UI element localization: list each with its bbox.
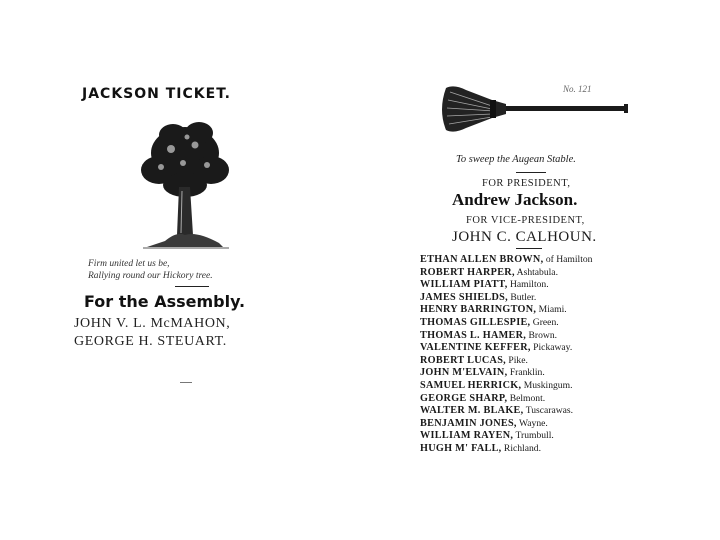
elector-entry	[420, 355, 660, 368]
elector-county: Richland.	[501, 442, 541, 454]
elector-entry	[420, 330, 660, 343]
hickory-tree-illustration	[125, 115, 245, 255]
tree-motto	[88, 258, 308, 282]
elector-entry	[420, 304, 660, 317]
elector-county: Ashtabula.	[514, 266, 558, 278]
elector-county: Muskingum.	[521, 379, 573, 391]
elector-name: ROBERT LUCAS,	[420, 354, 507, 366]
motto-line-2: Rallying round our Hickory tree.	[88, 271, 213, 281]
divider-dash	[180, 382, 192, 383]
elector-entry	[420, 418, 660, 431]
elector-county: Wayne.	[516, 417, 548, 429]
elector-county: Belmont.	[507, 392, 546, 404]
elector-county: Tuscarawas.	[523, 405, 574, 417]
assembly-candidate: GEORGE H. STEUART.	[74, 334, 227, 349]
elector-entry	[420, 317, 660, 330]
broom-caption: To sweep the Augean Stable.	[456, 154, 576, 165]
elector-name: THOMAS GILLESPIE,	[420, 316, 531, 328]
elector-name: HUGH M' FALL,	[420, 442, 502, 454]
elector-name: ROBERT HARPER,	[420, 266, 515, 278]
elector-county: Green.	[530, 316, 559, 328]
elector-county: Franklin.	[507, 367, 545, 379]
elector-entry	[420, 279, 660, 292]
elector-name: ETHAN ALLEN BROWN,	[420, 254, 544, 265]
president-label: FOR PRESIDENT,	[482, 178, 571, 189]
president-name: Andrew Jackson.	[452, 190, 578, 209]
ticket-number-mark: No. 121	[563, 84, 592, 94]
divider-rule	[516, 172, 546, 173]
elector-name: JAMES SHIELDS,	[420, 291, 508, 303]
elector-entry	[420, 405, 660, 418]
elector-county: Miami.	[536, 304, 567, 316]
elector-entry	[420, 380, 660, 393]
elector-name: WILLIAM PIATT,	[420, 279, 508, 291]
elector-county: Brown.	[526, 329, 558, 341]
elector-county: Hamilton.	[507, 279, 549, 291]
divider-rule	[516, 248, 542, 249]
elector-name: WALTER M. BLAKE,	[420, 405, 524, 417]
elector-entry	[420, 393, 660, 406]
ticket-title: JACKSON TICKET.	[82, 86, 231, 102]
elector-name: HENRY BARRINGTON,	[420, 304, 537, 316]
elector-entry	[420, 254, 660, 267]
elector-county: Trumbull.	[513, 430, 554, 442]
elector-entry	[420, 267, 660, 280]
assembly-candidate: JOHN V. L. McMAHON,	[74, 316, 231, 331]
broom-illustration	[432, 82, 632, 142]
vice-president-name: JOHN C. CALHOUN.	[452, 229, 597, 245]
elector-county: Butler.	[508, 291, 537, 303]
divider-rule	[175, 286, 209, 287]
elector-name: JOHN M'ELVAIN,	[420, 367, 508, 379]
elector-entry	[420, 443, 660, 456]
electors-list	[420, 254, 660, 456]
elector-name: WILLIAM RAYEN,	[420, 430, 514, 442]
elector-county: Pike.	[506, 354, 528, 366]
elector-entry	[420, 430, 660, 443]
elector-entry	[420, 367, 660, 380]
vice-president-label: FOR VICE-PRESIDENT,	[466, 215, 585, 226]
motto-line-1: Firm united let us be,	[88, 259, 170, 269]
elector-name: GEORGE SHARP,	[420, 392, 508, 404]
elector-entry	[420, 342, 660, 355]
elector-name: BENJAMIN JONES,	[420, 417, 517, 429]
elector-name: THOMAS L. HAMER,	[420, 329, 527, 341]
elector-name: SAMUEL HERRICK,	[420, 379, 522, 391]
assembly-heading: For the Assembly.	[84, 292, 246, 311]
elector-entry	[420, 292, 660, 305]
elector-county: Pickaway.	[530, 342, 573, 354]
elector-county: of Hamilton	[543, 254, 593, 265]
elector-name: VALENTINE KEFFER,	[420, 342, 531, 354]
